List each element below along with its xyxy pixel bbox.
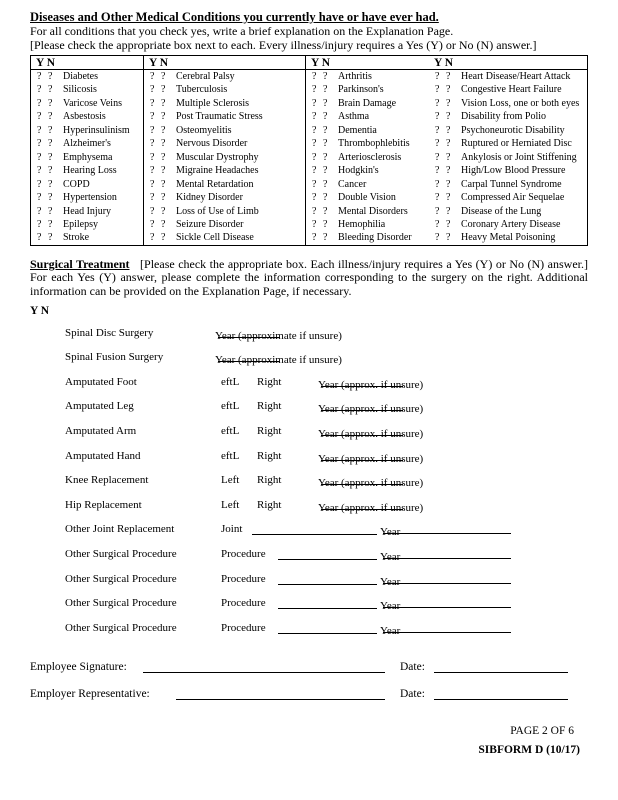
yn-checkboxes[interactable]: ? ?	[37, 138, 53, 150]
disease-item	[144, 178, 305, 191]
fill-field-label: Procedure	[221, 572, 266, 585]
left-option[interactable]: eftL	[221, 425, 240, 438]
date-label: Date:	[400, 661, 425, 674]
yn-column-header: Y N	[31, 56, 143, 70]
fill-field-label: Joint	[221, 523, 243, 536]
yn-checkboxes[interactable]: ? ?	[312, 111, 328, 123]
year-field	[380, 622, 511, 636]
yn-checkboxes[interactable]: ? ?	[312, 124, 328, 136]
surgical-row-spinal-fusion	[30, 348, 588, 373]
disease-item	[144, 110, 305, 123]
disease-item	[144, 231, 305, 244]
year-field	[380, 597, 511, 611]
surgery-label: Amputated Leg	[65, 400, 134, 413]
disease-label: Multiple Sclerosis	[176, 97, 250, 109]
disease-label: Congestive Heart Failure	[461, 84, 562, 96]
disease-label: Diabetes	[63, 71, 98, 82]
disease-label: Psychoneurotic Disability	[461, 124, 565, 136]
yn-checkboxes[interactable]: ? ?	[37, 232, 53, 244]
yn-column-header: Y N	[30, 304, 50, 317]
disease-item	[306, 205, 429, 218]
disease-item	[306, 83, 429, 96]
disease-label: Kidney Disorder	[176, 192, 243, 204]
disease-label: Heavy Metal Poisoning	[461, 232, 556, 244]
disease-label: Stroke	[63, 232, 90, 244]
disease-label: Silicosis	[63, 84, 97, 96]
surgical-row-amputated-hand	[30, 447, 588, 472]
year-field-label: Year	[380, 575, 401, 588]
surgical-row-hip-replacement	[30, 496, 588, 521]
disease-label: Asbestosis	[63, 111, 106, 123]
left-option[interactable]: Left	[221, 498, 240, 511]
disease-item	[306, 178, 429, 191]
surgical-row-amputated-foot	[30, 373, 588, 398]
disease-label: Nervous Disorder	[176, 138, 248, 150]
year-field-label: Year (approx. if unsure)	[318, 452, 424, 465]
yn-checkboxes[interactable]: ? ?	[150, 124, 166, 136]
disease-item	[144, 124, 305, 137]
employer-signature-line[interactable]	[176, 688, 385, 700]
yn-checkboxes[interactable]: ? ?	[435, 151, 451, 163]
year-field	[215, 351, 342, 367]
right-option[interactable]: Right	[257, 498, 282, 511]
disease-item	[429, 218, 587, 231]
yn-checkboxes[interactable]: ? ?	[312, 84, 328, 96]
employer-representative-label: Employer Representative:	[30, 688, 150, 701]
yn-checkboxes[interactable]: ? ?	[435, 138, 451, 150]
disease-item	[31, 137, 143, 150]
disease-item	[429, 70, 587, 83]
disease-item	[31, 110, 143, 123]
disease-label: Muscular Dystrophy	[176, 151, 259, 163]
yn-checkboxes[interactable]: ? ?	[312, 178, 328, 190]
year-field	[318, 474, 424, 490]
disease-label: Brain Damage	[338, 97, 397, 109]
disease-item	[306, 70, 429, 83]
yn-checkboxes[interactable]: ? ?	[150, 165, 166, 177]
disease-label: Hodgkin's	[338, 165, 379, 177]
yn-checkboxes[interactable]: ? ?	[150, 192, 166, 204]
disease-item	[429, 205, 587, 218]
surgical-row-other-procedure-2	[30, 570, 588, 595]
surgery-label: Amputated Hand	[65, 449, 141, 462]
surgery-label: Knee Replacement	[65, 474, 149, 487]
yn-checkboxes[interactable]: ? ?	[37, 111, 53, 123]
surgical-row-spinal-disc	[30, 324, 588, 349]
yn-checkboxes[interactable]: ? ?	[150, 84, 166, 96]
page-footer	[478, 722, 580, 760]
yn-checkboxes[interactable]: ? ?	[312, 71, 328, 82]
surgery-label: Other Joint Replacement	[65, 523, 175, 536]
yn-checkboxes[interactable]: ? ?	[150, 232, 166, 244]
disease-item	[144, 70, 305, 83]
fill-line[interactable]	[278, 573, 377, 585]
surgical-section-heading: Surgical Treatment	[30, 256, 130, 271]
disease-item	[429, 164, 587, 177]
disease-item	[144, 97, 305, 110]
surgery-label: Amputated Foot	[65, 375, 137, 388]
fill-line[interactable]	[383, 523, 511, 534]
surgical-row-other-procedure-4	[30, 619, 588, 644]
disease-item	[429, 110, 587, 123]
yn-checkboxes[interactable]: ? ?	[312, 165, 328, 177]
disease-label: Bleeding Disorder	[338, 232, 412, 244]
year-field	[380, 523, 511, 537]
disease-item	[429, 83, 587, 96]
yn-checkboxes[interactable]: ? ?	[312, 232, 328, 244]
disease-item	[31, 231, 143, 244]
disease-item	[144, 191, 305, 204]
form-number: SIBFORM D (10/17)	[478, 744, 580, 756]
year-field-label: Year	[380, 551, 401, 564]
employee-signature-row	[30, 657, 588, 684]
disease-label: Alzheimer's	[63, 138, 111, 150]
disease-label: Coronary Artery Disease	[461, 218, 561, 230]
disease-label: Double Vision	[338, 192, 396, 204]
year-field-label: Year	[380, 600, 401, 613]
disease-label: Disease of the Lung	[461, 205, 542, 217]
disease-label: Post Traumatic Stress	[176, 111, 263, 123]
disease-item	[31, 205, 143, 218]
year-field	[380, 548, 511, 562]
surgical-rows	[30, 324, 588, 644]
date-line[interactable]	[434, 661, 568, 673]
surgery-label: Other Surgical Procedure	[65, 548, 177, 561]
fill-line[interactable]	[252, 523, 377, 535]
page-title: Diseases and Other Medical Conditions you currently have or have ever had.	[30, 10, 439, 24]
right-option[interactable]: Right	[257, 400, 282, 413]
surgical-row-amputated-leg	[30, 397, 588, 422]
fill-field-label: Procedure	[221, 597, 266, 610]
disease-label: Cerebral Palsy	[176, 71, 235, 82]
disease-label: Heart Disease/Heart Attack	[461, 71, 571, 82]
disease-item	[429, 151, 587, 164]
yn-checkboxes[interactable]: ? ?	[37, 84, 53, 96]
disease-label: Loss of Use of Limb	[176, 205, 259, 217]
yn-checkboxes[interactable]: ? ?	[435, 111, 451, 123]
disease-label: Mental Disorders	[338, 205, 408, 217]
yn-column-header: Y N	[429, 56, 587, 70]
surgery-label: Other Surgical Procedure	[65, 597, 177, 610]
yn-checkboxes[interactable]: ? ?	[150, 218, 166, 230]
yn-checkboxes[interactable]: ? ?	[150, 138, 166, 150]
yn-checkboxes[interactable]: ? ?	[37, 151, 53, 163]
disease-label: Seizure Disorder	[176, 218, 244, 230]
disease-label: Hearing Loss	[63, 165, 117, 177]
surgery-label: Hip Replacement	[65, 498, 142, 511]
disease-column-2	[144, 56, 306, 245]
disease-label: Arthritis	[338, 71, 372, 82]
disease-label: Carpal Tunnel Syndrome	[461, 178, 562, 190]
disease-label: Dementia	[338, 124, 377, 136]
disease-label: Vision Loss, one or both eyes	[461, 97, 580, 109]
signature-block	[30, 657, 588, 711]
employer-representative-row	[30, 684, 588, 711]
year-field-label: Year (approximate if unsure)	[215, 354, 342, 367]
right-option[interactable]: Right	[257, 449, 282, 462]
disease-item	[144, 137, 305, 150]
yn-checkboxes[interactable]: ? ?	[37, 178, 53, 190]
disease-label: Hypertension	[63, 192, 117, 204]
disease-item	[306, 191, 429, 204]
surgery-label: Other Surgical Procedure	[65, 621, 177, 634]
fill-line[interactable]	[278, 622, 377, 634]
disease-item	[306, 137, 429, 150]
left-option[interactable]: eftL	[221, 400, 240, 413]
disease-label: COPD	[63, 178, 90, 190]
disease-item	[31, 97, 143, 110]
disease-item	[429, 137, 587, 150]
instruction-line-2: [Please check the appropriate box next to each. Every illness/injury requires a Yes (Y) or No (N) answer.]	[30, 38, 537, 52]
disease-item	[31, 124, 143, 137]
disease-label: Disability from Polio	[461, 111, 546, 123]
yn-checkboxes[interactable]: ? ?	[312, 205, 328, 217]
disease-item	[144, 83, 305, 96]
disease-label: Emphysema	[63, 151, 113, 163]
year-field-label: Year (approx. if unsure)	[318, 378, 424, 391]
disease-label: Arteriosclerosis	[338, 151, 402, 163]
disease-item	[429, 97, 587, 110]
surgical-row-other-procedure-3	[30, 594, 588, 619]
disease-item	[429, 124, 587, 137]
disease-label: Cancer	[338, 178, 367, 190]
disease-item	[31, 218, 143, 231]
surgical-row-other-procedure-1	[30, 545, 588, 570]
yn-checkboxes[interactable]: ? ?	[312, 218, 328, 230]
disease-label: Hemophilia	[338, 218, 386, 230]
year-field	[318, 450, 424, 465]
year-field-label: Year	[380, 624, 401, 637]
disease-item	[306, 97, 429, 110]
year-field-label: Year (approx. if unsure)	[318, 428, 424, 441]
yn-checkboxes[interactable]: ? ?	[37, 218, 53, 230]
yn-checkboxes[interactable]: ? ?	[435, 124, 451, 136]
disease-item	[306, 218, 429, 231]
disease-item	[31, 83, 143, 96]
disease-label: Migraine Headaches	[176, 165, 259, 177]
disease-item	[144, 151, 305, 164]
year-field	[318, 425, 424, 441]
disease-item	[429, 231, 587, 244]
disease-item	[31, 70, 143, 83]
year-field-label: Year (approx. if unsure)	[318, 501, 424, 514]
surgery-label: Other Surgical Procedure	[65, 572, 177, 585]
disease-item	[306, 124, 429, 137]
date-label: Date:	[400, 688, 425, 701]
year-field	[215, 327, 342, 342]
surgical-row-knee-replacement	[30, 471, 588, 496]
disease-label: Thrombophlebitis	[338, 138, 410, 150]
disease-item	[144, 218, 305, 231]
disease-item	[31, 151, 143, 164]
yn-checkboxes[interactable]: ? ?	[150, 111, 166, 123]
disease-column-3	[306, 56, 429, 245]
yn-checkboxes[interactable]: ? ?	[37, 165, 53, 177]
disease-item	[306, 231, 429, 244]
fill-line[interactable]	[383, 597, 511, 608]
fill-line[interactable]	[278, 597, 377, 609]
disease-label: Tuberculosis	[176, 84, 228, 96]
yn-checkboxes[interactable]: ? ?	[435, 218, 451, 230]
fill-line[interactable]	[383, 573, 511, 584]
disease-item	[31, 178, 143, 191]
disease-item	[31, 191, 143, 204]
yn-column-header: Y N	[306, 56, 429, 70]
disease-column-4	[429, 56, 587, 245]
yn-checkboxes[interactable]: ? ?	[435, 84, 451, 96]
disease-label: High/Low Blood Pressure	[461, 165, 566, 177]
year-field-label: Year (approximate if unsure)	[215, 329, 342, 342]
fill-line[interactable]	[383, 548, 511, 559]
yn-checkboxes[interactable]: ? ?	[37, 192, 53, 204]
year-field	[318, 400, 424, 416]
disease-item	[306, 151, 429, 164]
fill-field-label: Procedure	[221, 548, 266, 561]
disease-label: Asthma	[338, 111, 370, 123]
yn-checkboxes[interactable]: ? ?	[37, 124, 53, 136]
year-field	[380, 573, 511, 587]
yn-checkboxes[interactable]: ? ?	[150, 151, 166, 163]
fill-line[interactable]	[278, 548, 377, 560]
surgery-label: Spinal Fusion Surgery	[65, 351, 164, 364]
employee-signature-label: Employee Signature:	[30, 661, 127, 674]
year-field	[318, 499, 424, 514]
disease-label: Head Injury	[63, 205, 112, 217]
surgery-label: Amputated Arm	[65, 425, 137, 438]
fill-line[interactable]	[383, 622, 511, 633]
surgical-row-other-joint	[30, 520, 588, 545]
disease-item	[144, 205, 305, 218]
yn-checkboxes[interactable]: ? ?	[150, 71, 166, 82]
disease-item	[306, 164, 429, 177]
disease-column-1	[31, 56, 144, 245]
surgical-instructions	[30, 258, 588, 299]
surgery-label: Spinal Disc Surgery	[65, 326, 154, 339]
yn-checkboxes[interactable]: ? ?	[435, 192, 451, 204]
year-field	[318, 376, 424, 391]
disease-label: Varicose Veins	[63, 97, 122, 109]
yn-checkboxes[interactable]: ? ?	[435, 97, 451, 109]
right-option[interactable]: Right	[257, 375, 282, 388]
year-field-label: Year (approx. if unsure)	[318, 477, 424, 490]
disease-label: Ankylosis or Joint Stiffening	[461, 151, 577, 163]
yn-checkboxes[interactable]: ? ?	[150, 178, 166, 190]
year-field-label: Year	[380, 526, 401, 539]
disease-label: Ruptured or Herniated Disc	[461, 138, 572, 150]
yn-checkboxes[interactable]: ? ?	[150, 205, 166, 217]
right-option[interactable]: Right	[257, 474, 282, 487]
left-option[interactable]: Left	[221, 474, 240, 487]
disease-item	[306, 110, 429, 123]
surgical-instructions-text: [Please check the appropriate box. Each illness/injury requires a Yes (Y) or No (N) answer.] For each Yes (Y) answer, please complete the information corresponding to the surgery on the right. Additional information can be provided on the Explanation Page, if necessary.	[30, 256, 588, 299]
disease-table	[30, 55, 588, 246]
yn-checkboxes[interactable]: ? ?	[37, 205, 53, 217]
surgical-row-amputated-arm	[30, 422, 588, 447]
yn-checkboxes[interactable]: ? ?	[150, 97, 166, 109]
yn-checkboxes[interactable]: ? ?	[435, 178, 451, 190]
left-option[interactable]: eftL	[221, 449, 240, 462]
yn-checkboxes[interactable]: ? ?	[312, 97, 328, 109]
disease-label: Compressed Air Sequelae	[461, 192, 565, 204]
yn-checkboxes[interactable]: ? ?	[312, 151, 328, 163]
disease-label: Epilepsy	[63, 218, 98, 230]
yn-checkboxes[interactable]: ? ?	[435, 71, 451, 82]
date-line[interactable]	[434, 688, 568, 700]
disease-label: Mental Retardation	[176, 178, 254, 190]
year-field-label: Year (approx. if unsure)	[318, 403, 424, 416]
left-option[interactable]: eftL	[221, 375, 240, 388]
page-number: PAGE 2 OF 6	[510, 725, 574, 737]
disease-item	[31, 164, 143, 177]
employee-signature-line[interactable]	[143, 661, 385, 673]
yn-checkboxes[interactable]: ? ?	[435, 165, 451, 177]
disease-label: Osteomyelitis	[176, 124, 232, 136]
disease-item	[144, 164, 305, 177]
fill-field-label: Procedure	[221, 621, 266, 634]
instruction-line-1: For all conditions that you check yes, write a brief explanation on the Explanation Page.	[30, 24, 454, 38]
yn-checkboxes[interactable]: ? ?	[435, 205, 451, 217]
disease-item	[429, 191, 587, 204]
right-option[interactable]: Right	[257, 425, 282, 438]
yn-column-header: Y N	[144, 56, 305, 70]
yn-checkboxes[interactable]: ? ?	[37, 97, 53, 109]
disease-label: Parkinson's	[338, 84, 384, 96]
disease-label: Sickle Cell Disease	[176, 232, 254, 244]
yn-checkboxes[interactable]: ? ?	[37, 71, 53, 82]
yn-checkboxes[interactable]: ? ?	[312, 138, 328, 150]
yn-checkboxes[interactable]: ? ?	[435, 232, 451, 244]
yn-checkboxes[interactable]: ? ?	[312, 192, 328, 204]
disease-item	[429, 178, 587, 191]
disease-label: Hyperinsulinism	[63, 124, 130, 136]
